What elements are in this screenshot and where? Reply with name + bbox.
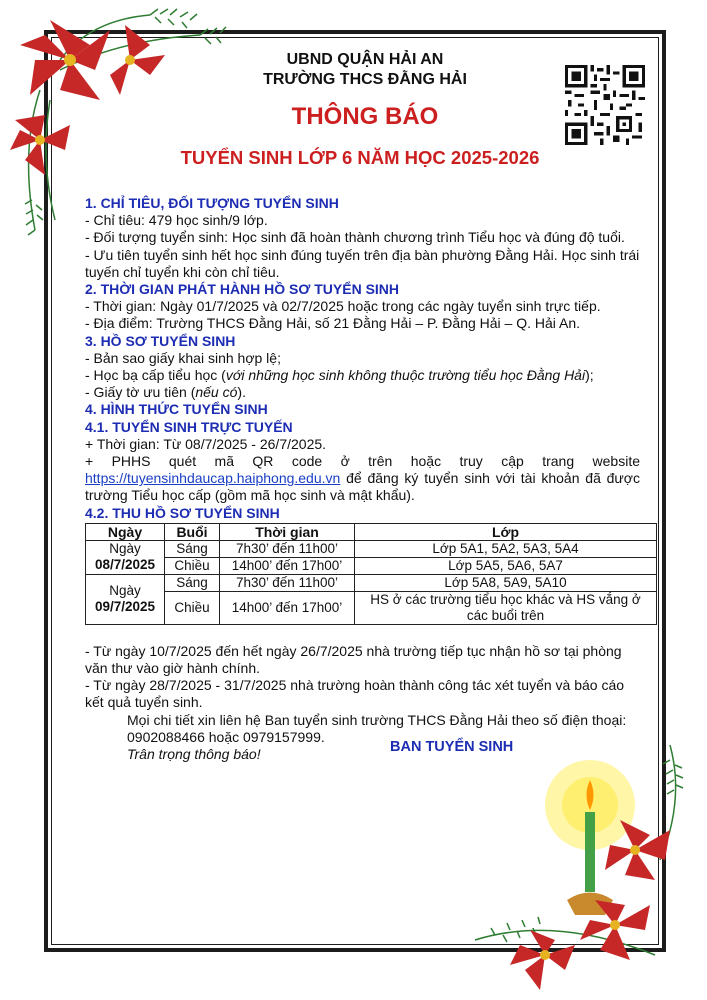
extended-submission-note: - Từ ngày 10/7/2025 đến hết ngày 26/7/2025 nhà trường tiếp tục nhận hồ sơ tại phòng văn thư vào giờ hành chính. (85, 642, 622, 677)
section-2-heading: 2. THỜI GIAN PHÁT HÀNH HỒ SƠ TUYỂN SINH (85, 281, 400, 298)
priority-line: - Ưu tiên tuyển sinh hết học sinh đúng tuyến trên địa bàn phường Đằng Hải. Học sinh trái tuyến chỉ tuyển khi còn chỉ tiêu. (85, 246, 640, 280)
quota-line: - Chỉ tiêu: 479 học sinh/9 lớp. (85, 212, 268, 229)
time-cell: 7h30’ đến 11h00’ (220, 540, 355, 557)
notice-body (85, 195, 640, 763)
signature: BAN TUYỂN SINH (390, 739, 514, 755)
candle-poinsettia-bottom-right-decoration (455, 740, 707, 1000)
online-instructions-line: + PHHS quét mã QR code ở trên hoặc truy cập trang website https://tuyensinhdaucap.haiphong.edu.vn để đăng ký tuyển sinh với tài khoản đã được trường Tiểu học cấp (gồm mã học sinh và mật khẩu). (85, 453, 640, 504)
classes-cell: Lớp 5A8, 5A9, 5A10 (355, 574, 657, 591)
school-name: TRƯỜNG THCS ĐẰNG HẢI (263, 71, 467, 88)
registration-website-link[interactable]: https://tuyensinhdaucap.haiphong.edu.vn (85, 470, 341, 487)
section-3-heading: 3. HỒ SƠ TUYỂN SINH (85, 332, 236, 349)
classes-cell: Lớp 5A5, 5A6, 5A7 (355, 557, 657, 574)
priority-documents-line: - Giấy tờ ưu tiên (nếu có). (85, 384, 246, 401)
table-row (86, 540, 657, 557)
contact-note: Mọi chi tiết xin liên hệ Ban tuyển sinh trường THCS Đằng Hải theo số điện thoại: 0902088466 hoặc 0979157999. (127, 711, 627, 745)
session-cell: Chiều (165, 557, 220, 574)
time-cell: 14h00’ đến 17h00’ (220, 557, 355, 574)
section-4-2-heading: 4.2. THU HỒ SƠ TUYỂN SINH (85, 504, 280, 521)
session-cell: Chiều (165, 591, 220, 624)
section-4-heading: 4. HÌNH THỨC TUYỂN SINH (85, 401, 268, 418)
column-header-date: Ngày (86, 523, 165, 540)
day-cell: Ngày 09/7/2025 (86, 574, 165, 624)
section-1-heading: 1. CHỈ TIÊU, ĐỐI TƯỢNG TUYỂN SINH (85, 195, 339, 211)
online-time-line: + Thời gian: Từ 08/7/2025 - 26/7/2025. (85, 435, 327, 452)
column-header-time: Thời gian (220, 523, 355, 540)
time-cell: 14h00’ đến 17h00’ (220, 591, 355, 624)
table-row (86, 557, 657, 574)
section-4-1-heading: 4.1. TUYỂN SINH TRỰC TUYẾN (85, 418, 293, 435)
page-title: THÔNG BÁO (291, 103, 439, 130)
results-note: - Từ ngày 28/7/2025 - 31/7/2025 nhà trường hoàn thành công tác xét tuyển và báo cáo kết quả tuyển sinh. (85, 677, 625, 711)
page-subtitle: TUYỂN SINH LỚP 6 NĂM HỌC 2025-2026 (180, 147, 540, 168)
classes-cell: Lớp 5A1, 5A2, 5A3, 5A4 (355, 540, 657, 557)
table-header-row (86, 523, 657, 540)
birth-certificate-line: - Bản sao giấy khai sinh hợp lệ; (85, 349, 281, 366)
schedule-table (85, 523, 657, 625)
day-cell: Ngày 08/7/2025 (86, 540, 165, 574)
classes-cell: HS ở các trường tiểu học khác và HS vắng ở các buổi trên (355, 591, 657, 624)
column-header-session: Buổi (165, 523, 220, 540)
school-record-line: - Học bạ cấp tiểu học (với những học sinh không thuộc trường tiểu học Đằng Hải); (85, 367, 594, 384)
issue-time-line: - Thời gian: Ngày 01/7/2025 và 02/7/2025 hoặc trong các ngày tuyển sinh trực tiếp. (85, 298, 601, 315)
table-row (86, 591, 657, 624)
column-header-classes: Lớp (355, 523, 657, 540)
session-cell: Sáng (165, 540, 220, 557)
closing-line: Trân trọng thông báo! (127, 746, 261, 763)
issue-location-line: - Địa điểm: Trường THCS Đằng Hải, số 21 Đằng Hải – P. Đằng Hải – Q. Hải An. (85, 315, 581, 332)
qr-code[interactable] (565, 65, 645, 145)
time-cell: 7h30’ đến 11h00’ (220, 574, 355, 591)
eligibility-line: - Đối tượng tuyển sinh: Học sinh đã hoàn thành chương trình Tiểu học và đúng độ tuổi. (85, 229, 625, 246)
authority-name: UBND QUẬN HẢI AN (286, 51, 444, 68)
table-row (86, 574, 657, 591)
session-cell: Sáng (165, 574, 220, 591)
